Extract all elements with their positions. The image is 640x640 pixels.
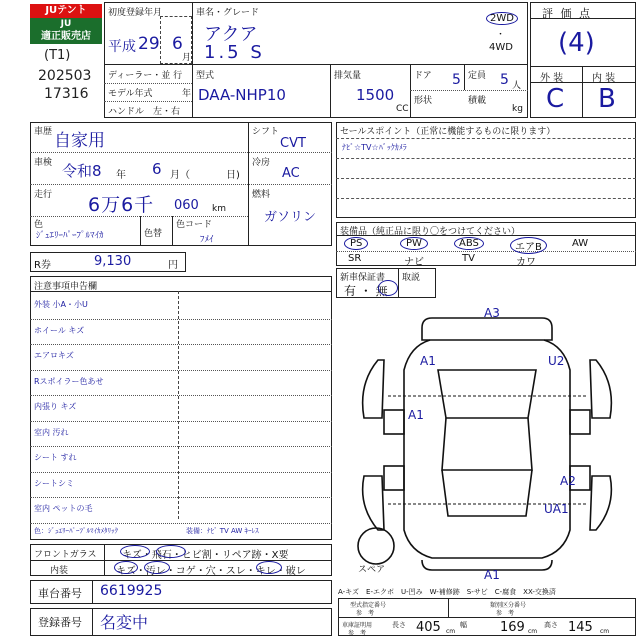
notes-label: 注意事項申告欄 <box>34 282 98 292</box>
note-divider <box>30 370 332 371</box>
length-unit: cm <box>446 628 456 635</box>
garage-ref: 参 考 <box>348 630 367 637</box>
length-label: 長さ <box>392 621 406 629</box>
note-divider <box>30 319 332 320</box>
inspection-month: 6 <box>152 160 162 178</box>
equip-ps: PS <box>344 237 368 250</box>
logo-brand: JUテント <box>30 4 102 18</box>
score-label: 評 価 点 <box>542 7 592 20</box>
first-reg-month-unit: 月 <box>182 53 192 63</box>
color-value: ｼﾞｭｴﾘｰﾊﾟｰﾌﾟﾙﾏｲｶ <box>36 231 104 241</box>
logo-sub: JU <box>30 18 102 30</box>
regno-value: 名変中 <box>100 613 149 632</box>
recycle-label: R券 <box>34 260 51 271</box>
load-label: 積載 <box>468 96 487 106</box>
cls-label: 類別区分番号 <box>490 602 527 609</box>
note-item: エアロキズ <box>34 351 74 360</box>
note-item: ホイール キズ <box>34 325 85 335</box>
handbook-label: 取説 <box>402 273 421 283</box>
sales-point-label: セールスポイント（正常に機能するものに限ります） <box>340 127 556 137</box>
int-grade: B <box>598 84 616 114</box>
notes-color-line: 色：ｼﾞｭｴﾘｰﾊﾟｰﾌﾟﾙﾏｲｶﾒﾀﾘｯｸ <box>34 527 118 535</box>
note-item: Rスポイラー色あせ <box>34 376 104 386</box>
equip-leather: カワ <box>516 257 536 268</box>
color-code: ﾌﾒｲ <box>200 235 214 245</box>
shift-value: CVT <box>280 136 306 151</box>
note-divider <box>30 472 332 473</box>
usage-value: 自家用 <box>54 131 105 151</box>
note-item: 内張り キズ <box>34 402 77 411</box>
cls-ref: 参 考 <box>496 610 515 617</box>
lot-no2: 17316 <box>44 86 89 102</box>
inspection-day-unit: 日) <box>226 170 240 181</box>
lot-t1: (T1) <box>44 48 71 63</box>
warranty-label: 新車保証書 <box>340 273 386 283</box>
height-value: 145 <box>568 620 593 635</box>
drive-dot: ・ <box>496 30 506 40</box>
mark-a1-front: A1 <box>420 354 436 368</box>
mark-u2: U2 <box>548 354 565 368</box>
front-glass-label: フロントガラス <box>34 550 97 560</box>
load-unit: kg <box>512 104 523 114</box>
inspection-year-unit: 年 <box>116 170 126 181</box>
shape-label: 形状 <box>414 96 433 106</box>
inspection-month-unit: 月（ <box>170 170 190 181</box>
mark-a2: A2 <box>560 474 576 488</box>
note-item: 外装 小A・小U <box>34 300 88 309</box>
mileage-sub: 060 <box>174 198 199 213</box>
drive-4wd: 4WD <box>489 42 513 53</box>
displacement-value: 1500 <box>356 86 395 104</box>
model-label: 型式 <box>196 71 215 81</box>
equip-sr: SR <box>348 253 362 264</box>
color-code-label: 色コード <box>176 220 213 230</box>
note-divider <box>30 421 332 422</box>
model-value: DAA-NHP10 <box>198 86 286 104</box>
model-year-label: モデル年式 <box>108 89 153 99</box>
mark-a1-rear: A1 <box>484 568 500 582</box>
chassis-label: 車台番号 <box>38 587 82 600</box>
note-item: シート すれ <box>34 453 77 462</box>
warranty-circle <box>378 280 398 296</box>
logo-dealer: 適正販売店 <box>30 30 102 44</box>
width-label: 幅 <box>460 621 467 629</box>
equip-pw: PW <box>400 237 428 250</box>
recycle-unit: 円 <box>168 260 178 271</box>
inspection-era: 令和8 <box>62 162 102 180</box>
int-label: 内 装 <box>592 73 616 84</box>
notes-equip-line: 装備：ﾅﾋﾞ TV AW ｷｰﾚｽ <box>186 527 259 535</box>
aircon-value: AC <box>282 166 300 181</box>
model-year-unit: 年 <box>182 89 192 99</box>
sales-point-text: ﾅﾋﾞ☆TV☆ﾊﾞｯｸｶﾒﾗ <box>342 143 407 152</box>
note-item: 室内 汚れ <box>34 427 69 437</box>
cert-ref: 参 考 <box>356 610 375 617</box>
note-divider <box>30 446 332 447</box>
capacity-label: 定員 <box>468 71 487 81</box>
car-grade: 1.5 S <box>204 42 265 63</box>
dealer-import-label: ディーラー・並 行 <box>108 71 183 81</box>
mark-a1-side: A1 <box>408 408 424 422</box>
garage-cert-label: 車庫証明用 <box>342 622 373 629</box>
first-reg-month: 6 <box>172 34 183 54</box>
car-name-label: 車名・グレード <box>196 8 260 18</box>
note-divider <box>30 344 332 345</box>
usage-label: 車歴 <box>34 127 53 137</box>
shift-label: シフト <box>252 127 280 137</box>
note-divider <box>30 523 332 524</box>
equip-abs: ABS <box>454 237 484 250</box>
equip-navi: ナビ <box>404 257 424 268</box>
regno-label: 登録番号 <box>38 616 82 629</box>
aircon-label: 冷房 <box>252 158 271 168</box>
capacity-unit: 人 <box>512 81 522 91</box>
mileage-unit: km <box>212 204 226 214</box>
inspection-label: 車検 <box>34 158 53 168</box>
door-value: 5 <box>452 72 461 88</box>
ext-label: 外 装 <box>540 73 564 84</box>
note-divider <box>30 497 332 498</box>
legend: A-キズ E-エクボ U-凹み W-補修跡 S-サビ C-腐食 XX-交換済 <box>338 588 556 596</box>
equip-tv: TV <box>462 253 475 264</box>
height-label: 高さ <box>544 621 558 629</box>
interior-text: キズ・汚レ・コゲ・穴・スレ・キレ・破レ <box>116 566 306 577</box>
logo <box>30 4 102 44</box>
front-glass-text: キズ・飛石・ヒビ割・リペア跡・X要 <box>122 550 289 561</box>
interior-label: 内装 <box>50 566 69 576</box>
car-name: アクア <box>204 24 258 45</box>
color-label: 色 <box>34 220 44 230</box>
ext-grade: C <box>546 84 565 114</box>
score-value: (4) <box>558 28 595 58</box>
equipment-label: 装備品（純正品に限り〇をつけてください） <box>340 227 521 237</box>
length-value: 405 <box>416 620 441 635</box>
handle-label: ハンドル 左・右 <box>108 107 181 117</box>
fuel-label: 燃料 <box>252 190 271 200</box>
width-unit: cm <box>528 628 538 635</box>
first-reg-label: 初度登録年月 <box>108 8 163 18</box>
lot-no1: 202503 <box>38 68 92 84</box>
displacement-unit: CC <box>396 104 409 114</box>
capacity-value: 5 <box>500 72 509 88</box>
displacement-label: 排気量 <box>334 71 362 81</box>
chassis-value: 6619925 <box>100 583 163 599</box>
car-damage-diagram <box>338 300 636 584</box>
mark-ua1: UA1 <box>544 502 569 516</box>
equip-aw: AW <box>572 238 589 249</box>
mark-a3: A3 <box>484 306 500 320</box>
mileage-value: 6万6千 <box>88 194 155 216</box>
color-change: 色替 <box>144 229 163 239</box>
note-item: シートシミ <box>34 478 74 488</box>
note-divider <box>30 395 332 396</box>
height-unit: cm <box>600 628 610 635</box>
recycle-value: 9,130 <box>94 254 132 269</box>
mileage-label: 走行 <box>34 190 53 200</box>
door-label: ドア <box>414 71 432 81</box>
cert-label: 型式指定番号 <box>350 602 387 609</box>
width-value: 169 <box>500 620 525 635</box>
first-reg-year: 29 <box>138 34 160 54</box>
warranty-value: 有 ・ 無 <box>344 284 388 298</box>
first-reg-era: 平成 <box>108 39 136 55</box>
fuel-value: ガソリン <box>264 210 317 225</box>
equip-airbag: エアB <box>510 237 547 254</box>
drive-2wd: 2WD <box>486 12 518 25</box>
note-item: 室内 ペットの毛 <box>34 504 93 513</box>
spare-label: スペア <box>358 565 386 575</box>
